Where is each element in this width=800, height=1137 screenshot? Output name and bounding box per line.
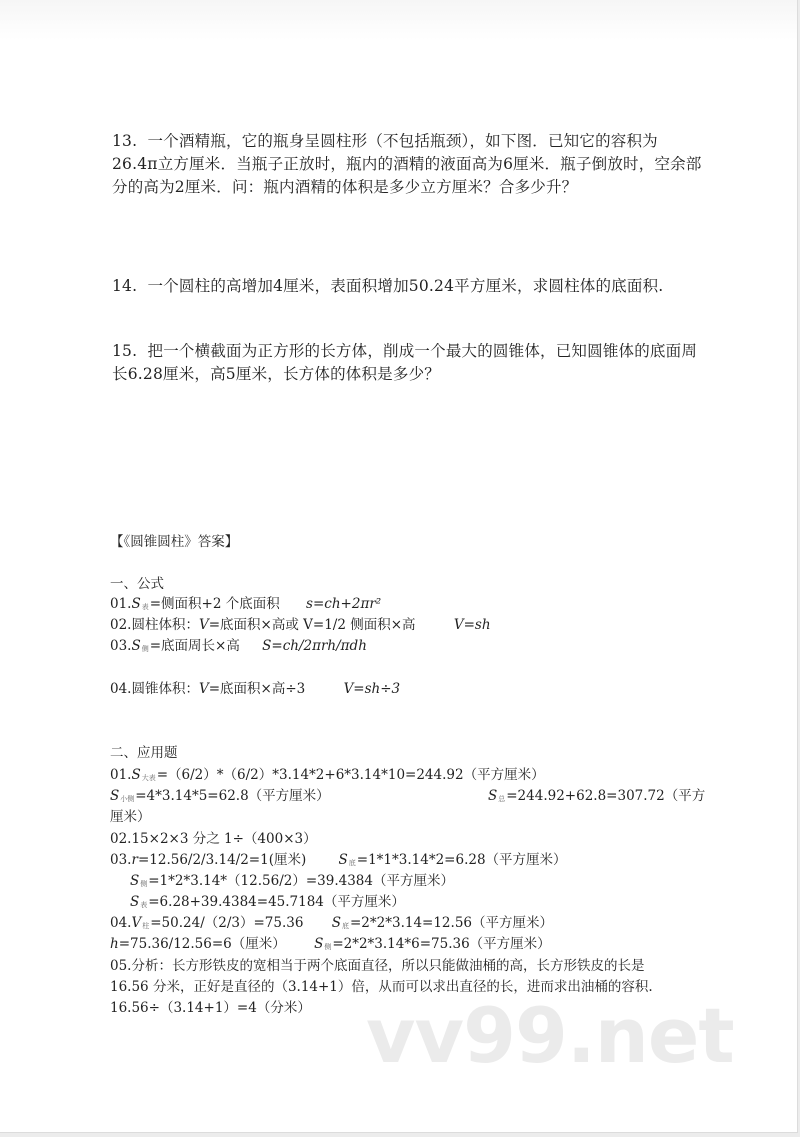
question-text: 把一个横截面为正方形的长方体，削成一个最大的圆锥体，已知圆锥体的底面周长6.28厘米，高5厘米，长方体的体积是多少？ (112, 342, 698, 383)
question-13 (112, 130, 702, 199)
formula-03: 03.S侧=底面周长×高 S=ch/2πrh/πdh (110, 638, 367, 654)
section-2-heading: 二、应用题 (110, 745, 178, 761)
formula-expression: S=ch/2πrh/πdh (262, 638, 367, 654)
section-1-heading: 一、公式 (110, 576, 164, 592)
formula-expression: s=ch+2πr² (306, 596, 382, 612)
answer-01-line-3: S总=244.92+62.8=307.72（平方 (488, 788, 706, 804)
answer-05-line-3: 16.56÷（3.14+1）=4（分米） (110, 1000, 311, 1016)
question-text: 一个酒精瓶，它的瓶身呈圆柱形（不包括瓶颈），如下图．已知它的容积为26.4π立方厘米．当瓶子正放时，瓶内的酒精的液面高为6厘米．瓶子倒放时，空余部分的高为2厘米．问：瓶内酒精的体积是多少立方厘米？合多少升？ (112, 132, 702, 196)
answer-01-line-4: 厘米） (110, 809, 151, 825)
formula-01: 01.S表=侧面积+2 个底面积 s=ch+2πr² (110, 596, 382, 612)
formula-04: 04.圆锥体积：V=底面积×高÷3 V=sh÷3 (110, 681, 401, 697)
question-text: 一个圆柱的高增加4厘米，表面积增加50.24平方厘米，求圆柱体的底面积. (147, 277, 664, 295)
answer-04-line-2: h=75.36/12.56=6（厘米） S侧=2*2*3.14*6=75.36（平方厘米） (110, 936, 551, 952)
question-15 (112, 340, 702, 386)
answer-02: 02.15×2×3 分之 1÷（400×3） (110, 831, 317, 847)
answer-05-line-1: 05.分析：长方形铁皮的宽相当于两个底面直径，所以只能做油桶的高，长方形铁皮的长是 (110, 958, 645, 974)
answer-03-line-3: S表=6.28+39.4384=45.7184（平方厘米） (130, 894, 405, 910)
question-14 (112, 275, 702, 298)
page-top-shadow (0, 0, 797, 40)
formula-expression: V=sh (453, 617, 491, 633)
answer-03-line-1: 03.r=12.56/2/3.14/2=1(厘米) S底=1*1*3.14*2=6.28（平方厘米） (110, 852, 567, 868)
answer-03-line-2: S侧=1*2*3.14*（12.56/2）=39.4384（平方厘米） (130, 873, 454, 889)
formula-expression: V=sh÷3 (343, 681, 401, 697)
formula-02: 02.圆柱体积：V=底面积×高或 V=1/2 侧面积×高 V=sh (110, 617, 491, 633)
answers-title: 【《圆锥圆柱》答案】 (110, 534, 239, 550)
question-number: 14. (112, 277, 138, 295)
answer-05-line-2: 16.56 分米，正好是直径的（3.14+1）倍，从而可以求出直径的长，进而求出油桶的容积. (110, 979, 653, 995)
question-number: 13. (112, 132, 138, 150)
answer-01-line-2: S小侧=4*3.14*5=62.8（平方厘米） (110, 788, 330, 804)
question-number: 15. (112, 342, 138, 360)
answer-01-line-1: 01.S大表=（6/2）*（6/2）*3.14*2+6*3.14*10=244.92（平方厘米） (110, 767, 545, 783)
answer-04-line-1: 04.V柱=50.24/（2/3）=75.36 S底=2*2*3.14=12.56（平方厘米） (110, 915, 553, 931)
watermark: vv99.net (366, 991, 734, 1080)
